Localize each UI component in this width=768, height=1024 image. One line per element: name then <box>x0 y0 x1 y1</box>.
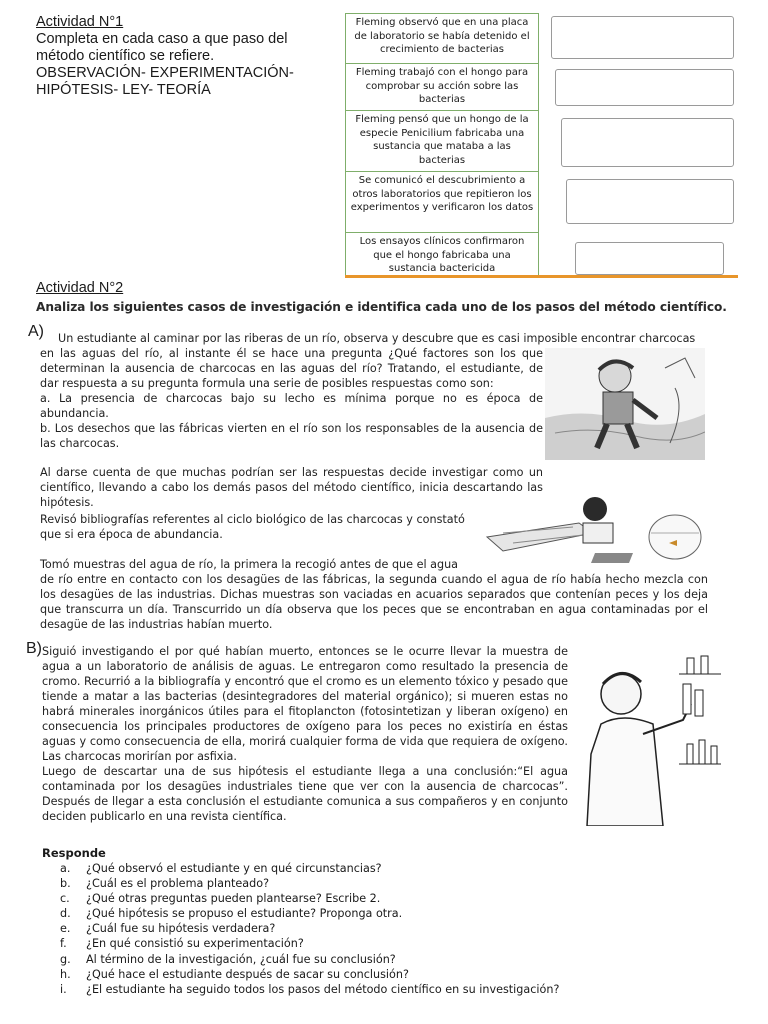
list-item <box>60 921 559 936</box>
case-a-paragraph: Al darse cuenta de que muchas podrían ser las respuestas decide investigar como un científico, llevando a cabo los demás pasos del método científico, inicia descartando las hipótesis. <box>40 466 543 509</box>
boy-reading-fishbowl-illustration <box>483 493 708 565</box>
question-text: ¿Qué hace el estudiante después de sacar su conclusión? <box>86 967 409 981</box>
question-text: ¿Qué observó el estudiante y en qué circunstancias? <box>86 862 382 875</box>
list-item <box>60 936 559 951</box>
table-row: Se comunicó el descubrimiento a otros laboratorios que repitieron los experimentos y verificaron los datos <box>346 172 538 233</box>
answer-box[interactable] <box>551 16 734 59</box>
case-a-first-line: Un estudiante al caminar por las riberas de un río, observa y descubre que es casi imposible encontrar charcocas <box>58 332 696 345</box>
question-text: ¿Cuál fue su hipótesis verdadera? <box>86 922 276 936</box>
activity1-intro <box>36 14 336 99</box>
activity1-options: OBSERVACIÓN- EXPERIMENTACIÓN- HIPÓTESIS- LEY- TEORÍA <box>36 65 294 98</box>
question-text: ¿En qué consistió su experimentación? <box>86 937 304 951</box>
boy-by-river-illustration <box>545 348 705 460</box>
question-letter: d. <box>60 907 71 921</box>
question-letter: b. <box>60 877 71 891</box>
case-b-paragraph: Siguió investigando el por qué habían muerto, entonces se le ocurre llevar la muestra de agua a un laboratorio de análisis de aguas. Le entregaron como resultado la presencia de cromo. Recurrió a la bibliografía y encontró que el cromo es un elemento tóxico y pesado que tiende a matar a las bacterias (desintegradores del material orgánico); si mueren estas no habrá minerales inorgánicos útiles para el fitoplancton (fotosintetizan y liberan oxígeno) en consecuencia los principales productores de oxígeno para los peces no existiría en éstas aguas y como consecuencia de ella, morirá cualquier forma de vida que requiera de oxígeno. Las charcocas morirían por asfixia. <box>42 645 568 763</box>
question-text: ¿Qué hipótesis se propuso el estudiante? Proponga otra. <box>86 907 403 921</box>
question-letter: f. <box>60 937 67 951</box>
case-a-text <box>40 346 543 510</box>
question-letter: c. <box>60 892 70 906</box>
question-text: Al término de la investigación, ¿cuál fue su conclusión? <box>86 952 396 966</box>
divider-line <box>345 275 738 278</box>
question-letter: g. <box>60 952 71 966</box>
answer-box[interactable] <box>555 69 734 106</box>
case-b-paragraph: Luego de descartar una de sus hipótesis el estudiante llega a una conclusión:“El agua contaminada por los desagües industriales tiene que ver con la ausencia de charcocas”. Después de llegar a esta conclusión el estudiante comunica a sus compañeros y en conjunto deciden publicarlo en una revista científica. <box>42 765 568 823</box>
case-a-paragraph: Tomó muestras del agua de río, la primera la recogió antes de que el agua <box>40 558 459 571</box>
question-letter: e. <box>60 922 71 936</box>
question-letter: i. <box>60 982 67 996</box>
answer-box[interactable] <box>566 179 734 224</box>
list-item <box>60 982 559 997</box>
answer-box[interactable] <box>561 118 734 167</box>
activity1-instruction: Completa en cada caso a que paso del método científico se refiere. <box>36 31 288 64</box>
question-text: ¿Qué otras preguntas pueden plantearse? Escribe 2. <box>86 892 381 906</box>
questions-list <box>60 861 559 997</box>
activity2-title: Actividad N°2 <box>36 280 124 296</box>
activity1-title: Actividad N°1 <box>36 14 124 30</box>
hypothesis-b: b. Los desechos que las fábricas vierten en el río son los responsables de la ausencia de las charcocas. <box>40 422 543 450</box>
case-a-paragraph: Revisó bibliografías referentes al ciclo biológico de las charcocas y constató que si era época de abundancia. <box>40 513 465 541</box>
question-text: ¿Cuál es el problema planteado? <box>86 877 270 891</box>
activity2-instruction: Analiza los siguientes casos de investigación e identifica cada uno de los pasos del método científico. <box>36 300 727 314</box>
question-text: ¿El estudiante ha seguido todos los pasos del método científico en su investigación? <box>86 982 560 996</box>
questions-title: Responde <box>42 846 106 860</box>
case-b-label: B) <box>26 640 42 657</box>
table-row: Los ensayos clínicos confirmaron que el hongo fabricaba una sustancia bactericida <box>359 236 525 274</box>
table-row: Fleming observó que en una placa de laboratorio se había detenido el crecimiento de bacterias <box>346 14 538 64</box>
case-a-paragraph: de río entre en contacto con los desagües de las fábricas, la segunda cuando el agua de río había hecho mezcla con los desagües de las industrias. Dichas muestras son vaciadas en acuarios separados que contenían peces y los deja que transcurra un día. Transcurrido un día observa que los peces que se encontraban en agua contaminadas por el desagüe de las industrias habían muerto. <box>40 573 708 631</box>
question-letter: a. <box>60 862 71 875</box>
question-letter: h. <box>60 967 71 981</box>
list-item <box>60 891 559 906</box>
hypothesis-a: a. La presencia de charcocas bajo su lecho es mínima porque no es época de abundancia. <box>40 392 543 420</box>
case-a-label: A) <box>28 323 44 340</box>
table-row: Fleming trabajó con el hongo para comprobar su acción sobre las bacterias <box>346 64 538 111</box>
list-item <box>60 861 559 876</box>
list-item <box>60 952 559 967</box>
case-a-paragraph: en las aguas del río, al instante él se hace una pregunta ¿Qué factores son los que determinan la ausencia de charcocas en las aguas del río? Tratando, el estudiante, de dar respuesta a su pregunta formula una serie de posibles respuestas como son: <box>40 347 543 390</box>
scientist-illustration <box>583 654 723 826</box>
list-item <box>60 906 559 921</box>
fleming-steps-table <box>345 13 539 276</box>
table-row: Fleming pensó que un hongo de la especie Penicilium fabricaba una sustancia que mataba a las bacterias <box>346 111 538 172</box>
case-b-text <box>42 644 568 824</box>
answer-box[interactable] <box>575 242 724 275</box>
list-item <box>60 876 559 891</box>
list-item <box>60 967 559 982</box>
